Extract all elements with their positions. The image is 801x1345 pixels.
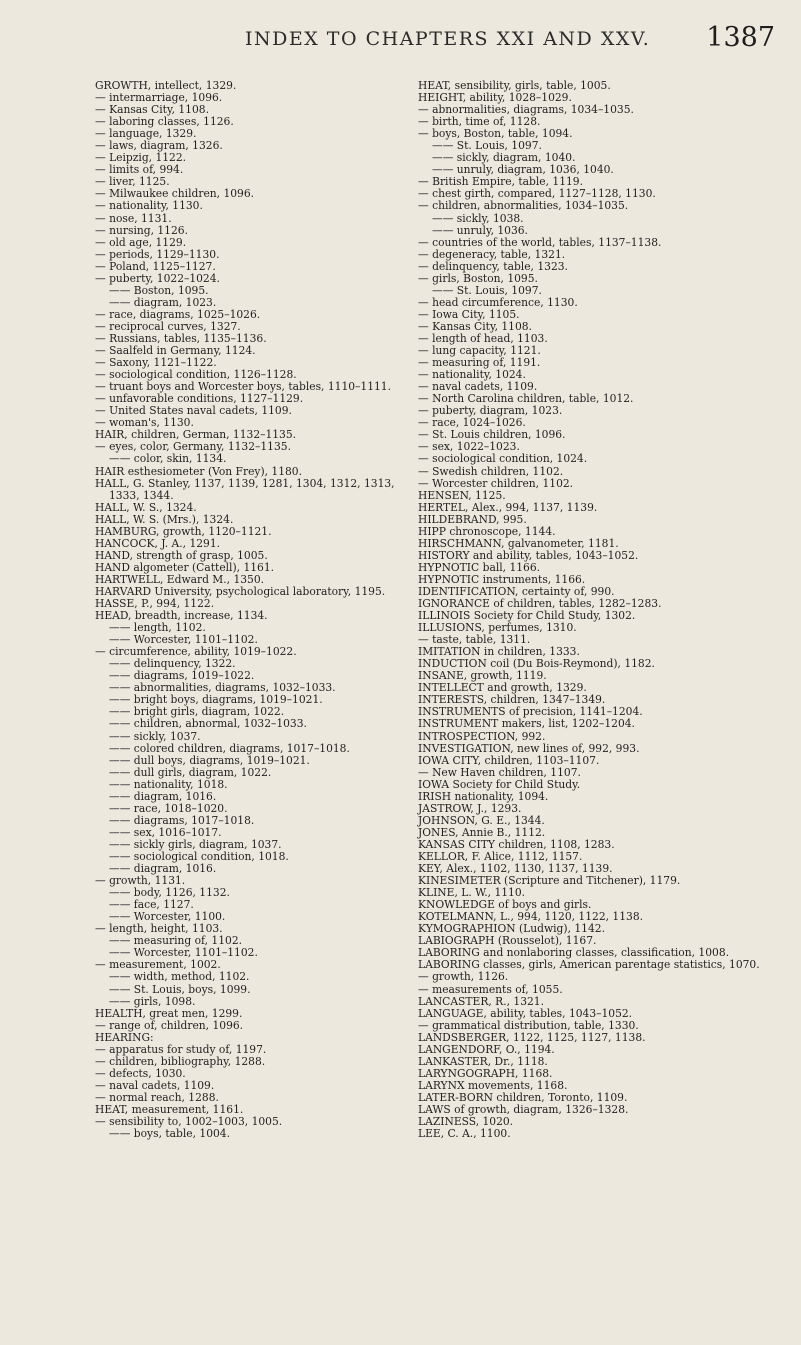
index-entry: IRISH nationality, 1094. [418,789,549,803]
index-entry: — range of, children, 1096. [95,1018,244,1032]
index-entry: — sociological condition, 1024. [418,452,588,466]
index-entry: — measuring of, 1191. [418,356,541,370]
index-entry: IGNORANCE of children, tables, 1282–1283. [418,597,662,611]
index-entry: — children, abnormalities, 1034–1035. [418,199,629,213]
index-entry: —— colored children, diagrams, 1017–1018. [109,741,350,755]
index-entry: LANDSBERGER, 1122, 1125, 1127, 1138. [418,1030,646,1044]
running-title: INDEX TO CHAPTERS XXI AND XXV. [245,28,651,50]
index-entry: HEALTH, great men, 1299. [95,1006,243,1020]
index-entry: — Saalfeld in Germany, 1124. [95,344,256,358]
index-entry: LABORING and nonlaboring classes, classification, 1008. [418,946,730,960]
index-entry: —— width, method, 1102. [109,970,250,984]
index-entry: HEARING: [95,1030,154,1044]
index-entry: —— St. Louis, 1097. [432,283,542,297]
index-entry: — New Haven children, 1107. [418,765,581,779]
index-entry: LANCASTER, R., 1321. [418,994,544,1008]
index-entry: — chest girth, compared, 1127–1128, 1130. [418,187,656,201]
index-entry: IOWA Society for Child Study. [418,777,581,791]
index-entry: — race, diagrams, 1025–1026. [95,307,261,321]
index-entry: —— nationality, 1018. [109,777,228,791]
index-entry: — Kansas City, 1108. [95,103,209,117]
index-entry: — children, bibliography, 1288. [95,1054,266,1068]
index-entry: —— unruly, 1036. [432,223,528,237]
index-entry: HAIR esthesiometer (Von Frey), 1180. [95,464,303,478]
index-entry: — growth, 1131. [95,874,186,888]
index-entry: HENSEN, 1125. [418,488,506,502]
index-entry: —— diagram, 1016. [109,862,217,876]
index-entry: HYPNOTIC instruments, 1166. [418,572,586,586]
index-entry: —— body, 1126, 1132. [109,886,230,900]
index-entry: JOHNSON, G. E., 1344. [418,813,545,827]
index-entry: —— diagram, 1023. [109,295,217,309]
index-entry: — length of head, 1103. [418,331,548,345]
index-entry: HARTWELL, Edward M., 1350. [95,572,265,586]
index-entry: — limits of, 994. [95,163,184,177]
index-entry: —— delinquency, 1322. [109,657,236,671]
index-entry: —— dull girls, diagram, 1022. [109,765,272,779]
index-entry: — Swedish children, 1102. [418,464,564,478]
index-entry: LATER-BORN children, Toronto, 1109. [418,1090,628,1104]
index-entry: — nationality, 1024. [418,368,526,382]
index-entry: — sensibility to, 1002–1003, 1005. [95,1115,283,1129]
index-entry: — nose, 1131. [95,211,172,225]
index-entry: — abnormalities, diagrams, 1034–1035. [418,103,634,117]
index-entry: — normal reach, 1288. [95,1090,219,1104]
index-entry: HILDEBRAND, 995. [418,512,527,526]
index-entry: LAZINESS, 1020. [418,1115,514,1129]
index-entry: LEE, C. A., 1100. [418,1127,511,1141]
index-entry: — taste, table, 1311. [418,633,531,647]
index-entry: —— face, 1127. [109,898,194,912]
index-entry: INTELLECT and growth, 1329. [418,681,587,695]
index-entry: — Kansas City, 1108. [418,319,532,333]
index-entry: LABIOGRAPH (Rousselot), 1167. [418,934,597,948]
index-entry: — Poland, 1125–1127. [95,259,216,273]
index-entry: JASTROW, J., 1293. [418,801,522,815]
index-entry: — nationality, 1130. [95,199,203,213]
index-entry: HEAT, sensibility, girls, table, 1005. [418,79,611,92]
index-entry: ILLINOIS Society for Child Study, 1302. [418,609,636,623]
index-entry: HERTEL, Alex., 994, 1137, 1139. [418,500,598,514]
index-entry: — naval cadets, 1109. [95,1078,215,1092]
index-entry: —— sex, 1016–1017. [109,825,222,839]
index-entry: —— children, abnormal, 1032–1033. [109,717,307,731]
index-entry: INVESTIGATION, new lines of, 992, 993. [418,741,640,755]
index-entry: INSANE, growth, 1119. [418,669,547,683]
index-entry: — woman's, 1130. [95,416,194,430]
index-entry: —— race, 1018–1020. [109,801,228,815]
index-entry: — length, height, 1103. [95,922,223,936]
index-entry: LANKASTER, Dr., 1118. [418,1054,548,1068]
index-entry: — St. Louis children, 1096. [418,428,566,442]
index-entry: HEIGHT, ability, 1028–1029. [418,91,572,105]
index-entry: — North Carolina children, table, 1012. [418,392,634,406]
index-entry: HARVARD University, psychological laboratory, 1195. [95,584,386,598]
index-entry: KNOWLEDGE of boys and girls. [418,898,592,912]
index-entry: — nursing, 1126. [95,223,188,237]
index-entry: —— dull boys, diagrams, 1019–1021. [109,753,310,767]
index-entry: — periods, 1129–1130. [95,247,220,261]
index-entry: HYPNOTIC ball, 1166. [418,560,541,574]
index-entry: KLINE, L. W., 1110. [418,886,526,900]
index-entry: — old age, 1129. [95,235,187,249]
index-entry: — puberty, diagram, 1023. [418,404,563,418]
index-entry: HEAT, measurement, 1161. [95,1102,244,1116]
index-entry: —— sickly, 1037. [109,729,201,743]
index-entry: —— measuring of, 1102. [109,934,243,948]
index-column-left [95,80,410,1140]
index-entry: HAND algometer (Cattell), 1161. [95,560,275,574]
index-entry: — Milwaukee children, 1096. [95,187,255,201]
index-entry: HAIR, children, German, 1132–1135. [95,428,297,442]
index-entry: — liver, 1125. [95,175,170,189]
index-entry: —— St. Louis, boys, 1099. [109,982,251,996]
index-entry: ILLUSIONS, perfumes, 1310. [418,621,577,635]
index-entry: —— diagram, 1016. [109,789,217,803]
index-entry: —— bright boys, diagrams, 1019–1021. [109,693,323,707]
index-entry: — girls, Boston, 1095. [418,271,538,285]
index-entry: HAND, strength of grasp, 1005. [95,548,268,562]
page-number: 1387 [706,22,775,53]
index-entry: —— unruly, diagram, 1036, 1040. [432,163,614,177]
index-entry: LARYNX movements, 1168. [418,1078,568,1092]
index-entry: — Russians, tables, 1135–1136. [95,331,267,345]
index-entry: — intermarriage, 1096. [95,91,223,105]
index-entry: — Worcester children, 1102. [418,476,574,490]
index-entry: — grammatical distribution, table, 1330. [418,1018,639,1032]
index-entry: IOWA CITY, children, 1103–1107. [418,753,600,767]
index-entry: —— diagrams, 1019–1022. [109,669,255,683]
index-entry: KANSAS CITY children, 1108, 1283. [418,837,615,851]
index-entry: —— Worcester, 1101–1102. [109,946,258,960]
index-entry: — countries of the world, tables, 1137–1138. [418,235,662,249]
index-entry: — laws, diagram, 1326. [95,139,223,153]
index-entry: — head circumference, 1130. [418,295,578,309]
index-entry: HEAD, breadth, increase, 1134. [95,609,268,623]
index-entry: —— Boston, 1095. [109,283,209,297]
index-entry: HALL, W. S. (Mrs.), 1324. [95,512,234,526]
index-entry: — race, 1024–1026. [418,416,526,430]
index-entry: — lung capacity, 1121. [418,344,541,358]
index-entry: — language, 1329. [95,127,197,141]
index-entry: — defects, 1030. [95,1066,186,1080]
index-entry: — measurements of, 1055. [418,982,563,996]
index-entry: KELLOR, F. Alice, 1112, 1157. [418,850,583,863]
index-entry: LARYNGOGRAPH, 1168. [418,1066,553,1080]
index-entry: HIPP chronoscope, 1144. [418,524,556,538]
index-entry: —— bright girls, diagram, 1022. [109,705,285,719]
index-entry: —— sickly, 1038. [432,211,524,225]
index-entry: INSTRUMENTS of precision, 1141–1204. [418,705,643,719]
index-entry: — measurement, 1002. [95,958,221,972]
index-entry: INTROSPECTION, 992. [418,729,546,743]
index-entry: — Leipzig, 1122. [95,151,187,165]
index-entry: — unfavorable conditions, 1127–1129. [95,392,304,406]
index-entry: LANGENDORF, O., 1194. [418,1042,555,1056]
index-entry: — naval cadets, 1109. [418,380,538,394]
index-entry: INSTRUMENT makers, list, 1202–1204. [418,717,635,731]
index-entry: KEY, Alex., 1102, 1130, 1137, 1139. [418,862,613,876]
index-entry: — reciprocal curves, 1327. [95,319,241,333]
index-entry: —— Worcester, 1101–1102. [109,633,258,647]
index-entry: INDUCTION coil (Du Bois-Reymond), 1182. [418,657,655,671]
index-column-right [418,80,783,1140]
index-entry: —— sociological condition, 1018. [109,850,289,863]
index-entry: HALL, W. S., 1324. [95,500,197,514]
index-entry: — sociological condition, 1126–1128. [95,368,297,382]
index-entry: —— sickly, diagram, 1040. [432,151,576,165]
index-entry: — boys, Boston, table, 1094. [418,127,573,141]
index-entry: JONES, Annie B., 1112. [418,825,546,839]
index-entry: — delinquency, table, 1323. [418,259,568,273]
index-entry: —— Worcester, 1100. [109,910,226,924]
index-entry: IMITATION in children, 1333. [418,645,580,659]
index-entry: —— abnormalities, diagrams, 1032–1033. [109,681,336,695]
index-entry: GROWTH, intellect, 1329. [95,79,237,92]
index-entry: — United States naval cadets, 1109. [95,404,292,418]
index-entry: INTERESTS, children, 1347–1349. [418,693,606,707]
index-entry: — truant boys and Worcester boys, tables, 1110–1111. [95,380,391,394]
index-entry: —— length, 1102. [109,621,206,635]
index-entry: HAMBURG, growth, 1120–1121. [95,524,272,538]
index-entry: — growth, 1126. [418,970,509,984]
index-entry: —— boys, table, 1004. [109,1127,231,1141]
index-entry: —— color, skin, 1134. [109,452,227,466]
index-entry: HANCOCK, J. A., 1291. [95,536,221,550]
index-entry: — Iowa City, 1105. [418,307,520,321]
index-entry: — apparatus for study of, 1197. [95,1042,267,1056]
index-entry: LABORING classes, girls, American parentage statistics, 1070. [418,958,760,972]
index-entry: — British Empire, table, 1119. [418,175,584,189]
index-entry: HASSE, P., 994, 1122. [95,597,215,611]
index-entry: — sex, 1022–1023. [418,440,520,454]
page-header [95,20,775,58]
index-entry: —— girls, 1098. [109,994,196,1008]
index-entry: LANGUAGE, ability, tables, 1043–1052. [418,1006,633,1020]
index-entry: — degeneracy, table, 1321. [418,247,566,261]
index-entry: — Saxony, 1121–1122. [95,356,217,370]
index-entry: — laboring classes, 1126. [95,115,234,129]
index-entry: — circumference, ability, 1019–1022. [95,645,297,659]
index-entry: —— diagrams, 1017–1018. [109,813,255,827]
index-entry: HISTORY and ability, tables, 1043–1052. [418,548,639,562]
index-entry: —— St. Louis, 1097. [432,139,542,153]
index-entry: —— sickly girls, diagram, 1037. [109,837,282,851]
index-entry: KOTELMANN, L., 994, 1120, 1122, 1138. [418,910,644,924]
index-entry: KINESIMETER (Scripture and Titchener), 1179. [418,874,681,888]
index-entry: HALL, G. Stanley, 1137, 1139, 1281, 1304, 1312, 1313, 1333, 1344. [95,476,395,502]
index-entry: — birth, time of, 1128. [418,115,541,129]
index-entry: — puberty, 1022–1024. [95,271,220,285]
index-entry: KYMOGRAPHION (Ludwig), 1142. [418,922,605,936]
index-entry: HIRSCHMANN, galvanometer, 1181. [418,536,619,550]
index-entry: LAWS of growth, diagram, 1326–1328. [418,1102,629,1116]
index-entry: IDENTIFICATION, certainty of, 990. [418,584,615,598]
index-entry: — eyes, color, Germany, 1132–1135. [95,440,291,454]
